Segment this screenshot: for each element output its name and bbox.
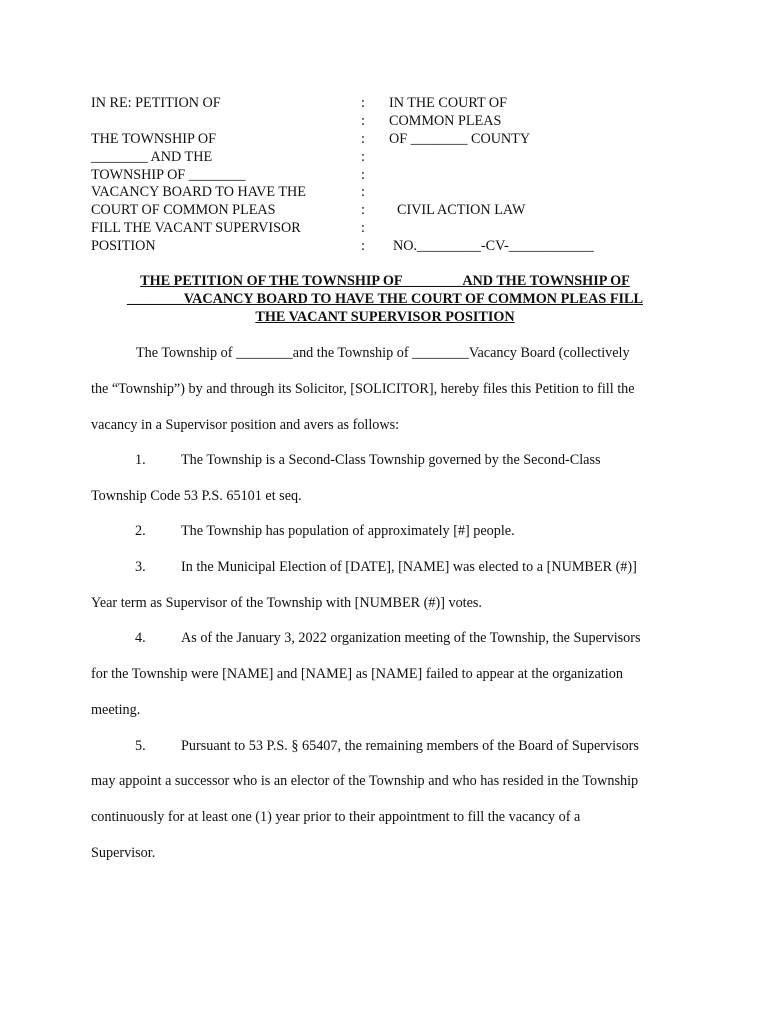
caption-colon: : xyxy=(361,238,365,254)
paragraph-number: 2. xyxy=(135,523,146,539)
intro-line: vacancy in a Supervisor position and avers as follows: xyxy=(91,417,400,433)
intro-line: the “Township”) by and through its Solicitor, [SOLICITOR], hereby files this Petition to fill the xyxy=(91,381,635,397)
petition-title-line: THE PETITION OF THE TOWNSHIP OF ________AND THE TOWNSHIP OF xyxy=(140,273,630,289)
paragraph-number: 3. xyxy=(135,559,146,575)
caption-colon: : xyxy=(361,131,365,147)
petition-title-line: THE VACANT SUPERVISOR POSITION xyxy=(255,309,515,325)
caption-colon: : xyxy=(361,184,365,200)
paragraph-number: 1. xyxy=(135,452,146,468)
county-line: OF ________ COUNTY xyxy=(389,131,531,147)
caption-left-line: ________ AND THE xyxy=(91,149,213,165)
paragraph-text: Supervisor. xyxy=(91,845,156,861)
caption-colon: : xyxy=(361,220,365,236)
intro-line: The Township of ________and the Township of ________Vacancy Board (collectively xyxy=(136,345,630,361)
caption-left-line: VACANCY BOARD TO HAVE THE xyxy=(91,184,306,200)
civil-action-label: CIVIL ACTION LAW xyxy=(397,202,526,218)
paragraph-text: Township Code 53 P.S. 65101 et seq. xyxy=(91,488,302,504)
paragraph-text: The Township is a Second-Class Township governed by the Second-Class xyxy=(181,452,601,468)
paragraph-number: 5. xyxy=(135,738,146,754)
paragraph-text: meeting. xyxy=(91,702,141,718)
caption-left-line: THE TOWNSHIP OF xyxy=(91,131,217,147)
paragraph-text: continuously for at least one (1) year prior to their appointment to fill the vacancy of a xyxy=(91,809,581,825)
court-name-line: IN THE COURT OF xyxy=(389,95,508,111)
caption-colon: : xyxy=(361,202,365,218)
caption-left-line: COURT OF COMMON PLEAS xyxy=(91,202,276,218)
docket-number: NO._________-CV-____________ xyxy=(393,238,594,254)
caption-left-line: FILL THE VACANT SUPERVISOR xyxy=(91,220,301,236)
caption-left-line: POSITION xyxy=(91,238,156,254)
caption-colon: : xyxy=(361,167,365,183)
petition-title-line: ________VACANCY BOARD TO HAVE THE COURT OF COMMON PLEAS FILL xyxy=(127,291,643,307)
paragraph-text: Year term as Supervisor of the Township with [NUMBER (#)] votes. xyxy=(91,595,482,611)
court-name-line: COMMON PLEAS xyxy=(389,113,502,129)
paragraph-text: In the Municipal Election of [DATE], [NAME] was elected to a [NUMBER (#)] xyxy=(181,559,637,575)
paragraph-text: The Township has population of approximately [#] people. xyxy=(181,523,515,539)
caption-colon: : xyxy=(361,95,365,111)
paragraph-text: As of the January 3, 2022 organization meeting of the Township, the Supervisors xyxy=(181,630,641,646)
caption-left-line: IN RE: PETITION OF xyxy=(91,95,221,111)
paragraph-text: Pursuant to 53 P.S. § 65407, the remaining members of the Board of Supervisors xyxy=(181,738,639,754)
paragraph-number: 4. xyxy=(135,630,146,646)
caption-left-line: TOWNSHIP OF ________ xyxy=(91,167,246,183)
paragraph-text: for the Township were [NAME] and [NAME] as [NAME] failed to appear at the organization xyxy=(91,666,623,682)
caption-colon: : xyxy=(361,149,365,165)
paragraph-text: may appoint a successor who is an elector of the Township and who has resided in the Township xyxy=(91,773,639,789)
caption-colon: : xyxy=(361,113,365,129)
